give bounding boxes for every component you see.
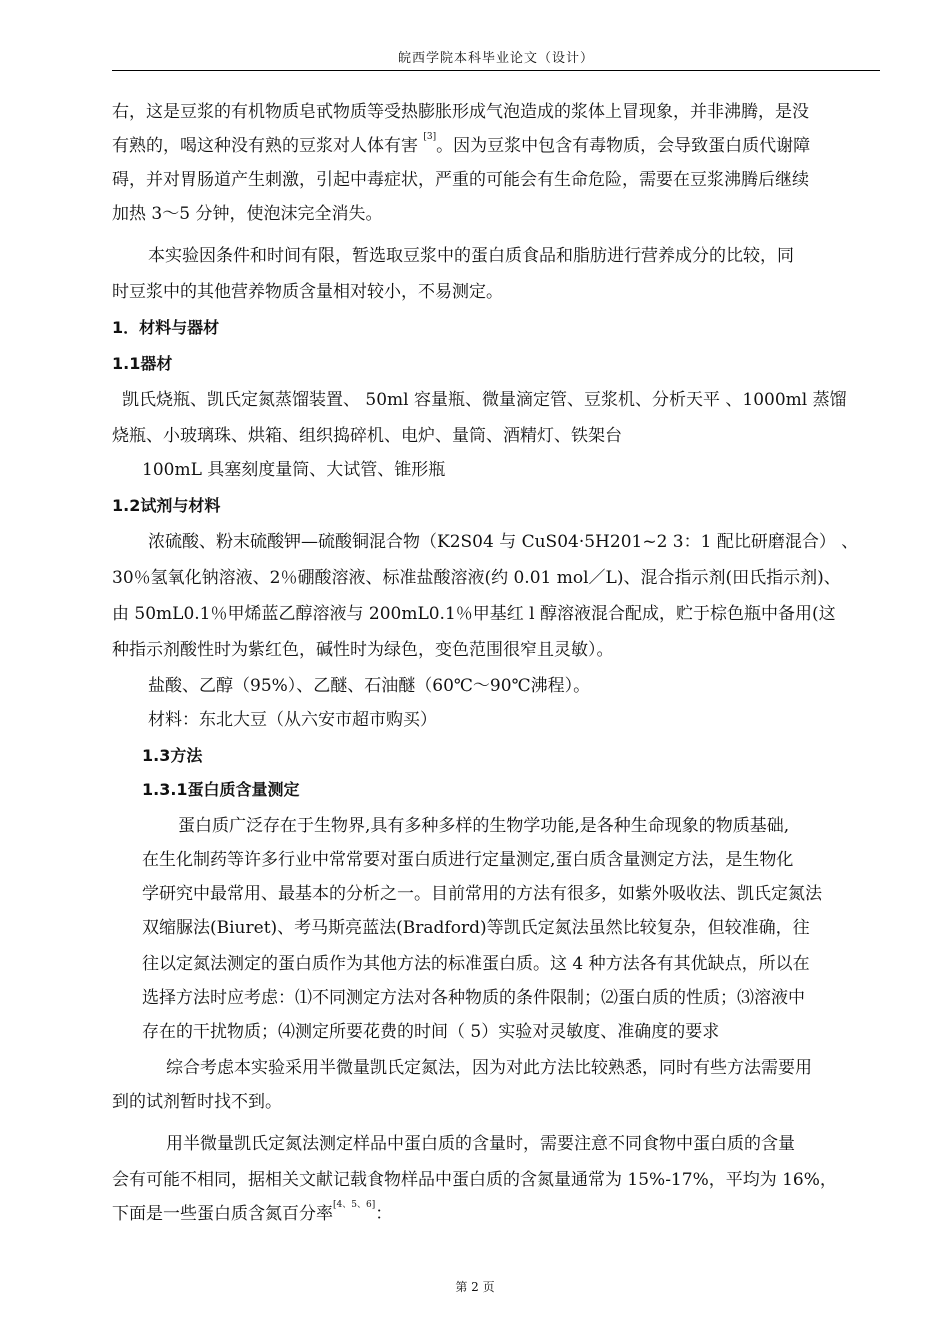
text-line: 种指示剂酸性时为紫红色，碱性时为绿色，变色范围很窄且灵敏）。 [112, 640, 614, 660]
text-line: 碍，并对胃肠道产生刺激，引起中毒症状，严重的可能会有生命危险，需要在豆浆沸腾后继续 [112, 170, 809, 190]
text-line: 双缩脲法(Biuret)、考马斯亮蓝法(Bradford)等凯氏定氮法虽然比较复杂，但较准确，往 [142, 918, 810, 938]
page-number: 第 2 页 [455, 1280, 495, 1294]
running-header: 皖西学院本科毕业论文（设计） [112, 48, 880, 71]
text-segment: ： [375, 1204, 393, 1224]
text-line: 会有可能不相同，据相关文献记载食物样品中蛋白质的含氮量通常为 15%-17%，平均为 16%， [112, 1170, 837, 1190]
text-line: 盐酸、乙醇（95%）、乙醚、石油醚（60℃～90℃沸程）。 [148, 676, 591, 696]
text-line: 加热 3～5 分钟，使泡沫完全消失。 [112, 204, 383, 224]
text-line: 综合考虑本实验采用半微量凯氏定氮法，因为对此方法比较熟悉，同时有些方法需要用 [166, 1058, 812, 1078]
text-line [112, 1198, 392, 1230]
text-line: 在生化制药等许多行业中常常要对蛋白质进行定量测定,蛋白质含量测定方法，是生物化 [142, 850, 794, 870]
text-segment: 下面是一些蛋白质含氮百分率 [112, 1204, 333, 1224]
text-line: 浓硫酸、粉末硫酸钾—硫酸铜混合物（K2S04 与 CuS04·5H201~2 3：1 配比研磨混合） 、 [148, 532, 859, 552]
text-line: 用半微量凯氏定氮法测定样品中蛋白质的含量时，需要注意不同食物中蛋白质的含量 [166, 1134, 795, 1154]
text-segment: 。因为豆浆中包含有毒物质，会导致蛋白质代谢障 [436, 136, 811, 156]
text-line: 到的试剂暂时找不到。 [112, 1092, 282, 1112]
subsubsection-heading: 1.3.1蛋白质含量测定 [142, 780, 300, 799]
text-line: 选择方法时应考虑：⑴不同测定方法对各种物质的条件限制；⑵蛋白质的性质；⑶溶液中 [142, 988, 805, 1008]
section-heading: 1．材料与器材 [112, 318, 220, 337]
text-line: 蛋白质广泛存在于生物界,具有多种多样的生物学功能,是各种生命现象的物质基础, [178, 816, 790, 836]
text-line [112, 130, 810, 162]
subsection-heading: 1.1器材 [112, 354, 173, 373]
text-line: 往以定氮法测定的蛋白质作为其他方法的标准蛋白质。这 4 种方法各有其优缺点，所以在 [142, 954, 810, 974]
text-line: 学研究中最常用、最基本的分析之一。目前常用的方法有很多，如紫外吸收法、凯氏定氮法 [142, 884, 822, 904]
text-line: 100mL 具塞刻度量筒、大试管、锥形瓶 [142, 460, 446, 480]
subsection-heading: 1.2试剂与材料 [112, 496, 221, 515]
citation-ref: [4、5、6] [333, 1200, 376, 1210]
subsection-heading: 1.3方法 [142, 746, 203, 765]
text-line: 由 50mL0.1％甲烯蓝乙醇溶液与 200mL0.1％甲基红 l 醇溶液混合配成，贮于棕色瓶中备用(这 [112, 604, 836, 624]
text-line: 材料：东北大豆（从六安市超市购买） [148, 710, 437, 730]
text-line: 右，这是豆浆的有机物质皂甙物质等受热膨胀形成气泡造成的浆体上冒现象，并非沸腾，是没 [112, 102, 809, 122]
text-line: 凯氏烧瓶、凯氏定氮蒸馏装置、 50ml 容量瓶、微量滴定管、豆浆机、分析天平 、1000ml 蒸馏 [122, 390, 847, 410]
text-line: 烧瓶、小玻璃珠、烘箱、组织捣碎机、电炉、量筒、酒精灯、铁架台 [112, 426, 622, 446]
text-line: 时豆浆中的其他营养物质含量相对较小，不易测定。 [112, 282, 503, 302]
citation-ref: [3] [423, 132, 437, 142]
text-line: 本实验因条件和时间有限，暂选取豆浆中的蛋白质食品和脂肪进行营养成分的比较，同 [148, 246, 794, 266]
text-segment: 有熟的，喝这种没有熟的豆浆对人体有害 [112, 136, 418, 156]
text-line: 30％氢氧化钠溶液、2％硼酸溶液、标准盐酸溶液(约 0.01 mol／L)、混合指示剂(田氏指示剂)、 [112, 568, 841, 588]
text-line: 存在的干扰物质；⑷测定所要花费的时间（ 5）实验对灵敏度、准确度的要求 [142, 1022, 720, 1042]
